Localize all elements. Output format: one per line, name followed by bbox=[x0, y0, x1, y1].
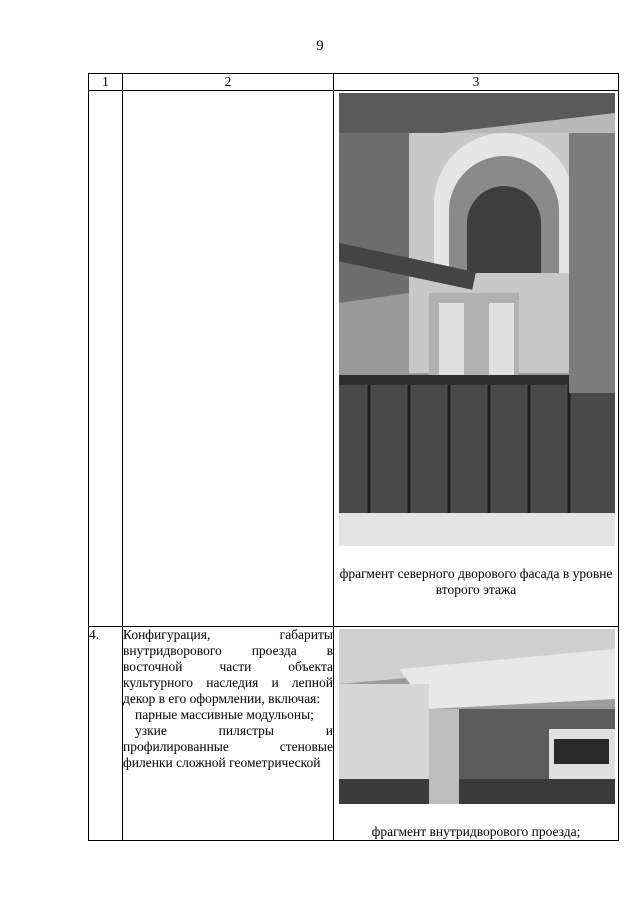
row-number: 4. bbox=[89, 627, 123, 841]
header-col-1: 1 bbox=[89, 74, 123, 91]
description-text: Конфигурация, габариты внутридворового проезда в восточной части объекта культурного наследия и лепной декор в его оформлении, включая: bbox=[123, 627, 333, 706]
page-number: 9 bbox=[316, 38, 324, 54]
row-number bbox=[89, 91, 123, 627]
header-col-3: 3 bbox=[334, 74, 619, 91]
passage-photo bbox=[339, 629, 615, 804]
description-item: узкие пилястры и профилированные стеновые филенки сложной геометрической bbox=[123, 723, 333, 770]
object-table bbox=[88, 73, 619, 841]
header-col-2: 2 bbox=[123, 74, 334, 91]
row-description bbox=[123, 627, 334, 841]
courtyard-facade-photo bbox=[339, 93, 615, 546]
photo-caption: фрагмент внутридворового проезда; bbox=[371, 824, 581, 839]
row-image-cell bbox=[334, 627, 619, 841]
description-item: парные массивные модульоны; bbox=[135, 707, 314, 722]
table-header-row bbox=[89, 74, 619, 91]
row-description bbox=[123, 91, 334, 627]
photo-caption: фрагмент северного дворового фасада в уровне второго этажа bbox=[339, 566, 613, 597]
row-image-cell bbox=[334, 91, 619, 627]
table-row bbox=[89, 91, 619, 627]
table-row bbox=[89, 627, 619, 841]
